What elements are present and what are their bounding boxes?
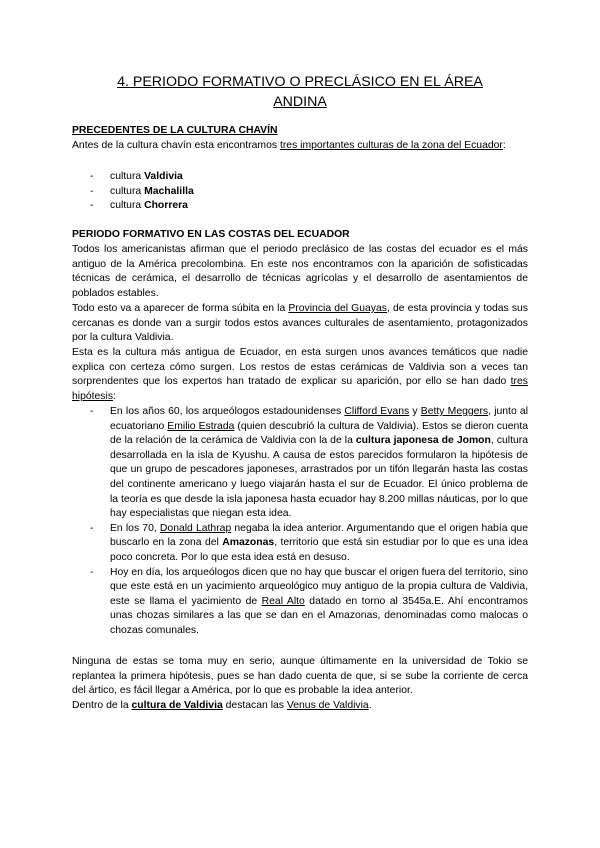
list-item: - En los 70, Donald Lathrap negaba la idea anterior. Argumentando que el origen había que buscarlo en la zona del Amazonas, territorio que está sin estudiar por lo que es una idea poco concreta. Por lo que esta idea está en desuso. [90,522,528,563]
list-item: - cultura Valdivia [90,171,183,182]
list-item: - Hoy en día, los arqueólogos dicen que no hay que buscar el origen fuera del territorio, sino que este está en un yacimiento arqueológico muy antiguo de la propia cultura de Valdivia, este se llama el yacimiento de Real Alto datado en torno al 3545a.E. Ahí encontramos unas chozas similares a las que se dan en el Amazonas, denominadas como malocas o chozas comunales. [90,566,528,636]
guayas-link-text: Provincia del Guayas [288,303,387,314]
cultures-list [72,170,528,214]
hypotheses-underlined: tres hipótesis [72,376,528,402]
intro-paragraph: Antes de la cultura chavín esta encontramos tres importantes culturas de la zona del Ecuador: [72,140,506,151]
page-title: 4. PERIODO FORMATIVO O PRECLÁSICO EN EL ÁREA ANDINA [117,74,483,110]
intro-underlined-text: tres importantes culturas de la zona del Ecuador [279,140,503,151]
hypotheses-list [72,405,528,639]
paragraph-3: Esta es la cultura más antigua de Ecuador, en esta surgen unos avances temáticos que nadie explica con certeza cómo surgen. Los restos de estas cerámicas de Valdivia son a veces tan sorprendentes que los expertos han tratado de explicar su aparición, por ello se han dado tres hipótesis: [72,347,528,402]
section-heading-costas: PERIODO FORMATIVO EN LAS COSTAS DEL ECUADOR [72,229,350,240]
list-item: - cultura Machalilla [90,185,194,197]
paragraph-4: Ninguna de estas se toma muy en serio, aunque últimamente en la universidad de Tokio se replantea la primera hipótesis, pues se han dado cuenta de que, si se sube la corriente de cerca del ártico, es fácil llegar a América, por lo que es probable la idea anterior. [72,656,528,697]
paragraph-1: Todos los americanistas afirman que el periodo preclásico de las costas del ecuador es el más antiguo de la América precolombina. En este nos encontramos con la aparición de sofisticadas técnicas de cerámica, el desarrollo de técnicas agrícolas y el desarrollo de asentamientos de poblados estables. [72,244,528,299]
list-item: - cultura Chorrera [90,200,188,212]
paragraph-2: Todo esto va a aparecer de forma súbita en la Provincia del Guayas, de esta provincia y todas sus cercanas es donde van a surgir todos estos avances culturales de asentamiento, protagonizados por la cultura Valdivia. [72,303,529,344]
section-heading-chavin: PRECEDENTES DE LA CULTURA CHAVÍN [72,125,278,136]
list-item: - En los años 60, los arqueólogos estadounidenses Clifford Evans y Betty Meggers, junto al ecuatoriano Emilio Estrada (quien descubrió la cultura de Valdivia). Estos se dieron cuenta de la relación de la cerámica de Valdivia con la de la cultura japonesa de Jomon, cultura desarrollada en la isla de Kyushu. A causa de estos parecidos formularon la hipótesis de que un grupo de pescadores japoneses, arrastrados por un tifón llegarán hasta las costas del continente americano y luego viajarán hasta el sur de Ecuador. El único problema de la teoría es que desde la isla japonesa hasta ecuador hay 8.200 millas náuticas, por lo que hay especialistas que niegan esta idea. [90,406,529,520]
paragraph-5: Dentro de la cultura de Valdivia destacan las Venus de Valdivia. [72,700,372,711]
